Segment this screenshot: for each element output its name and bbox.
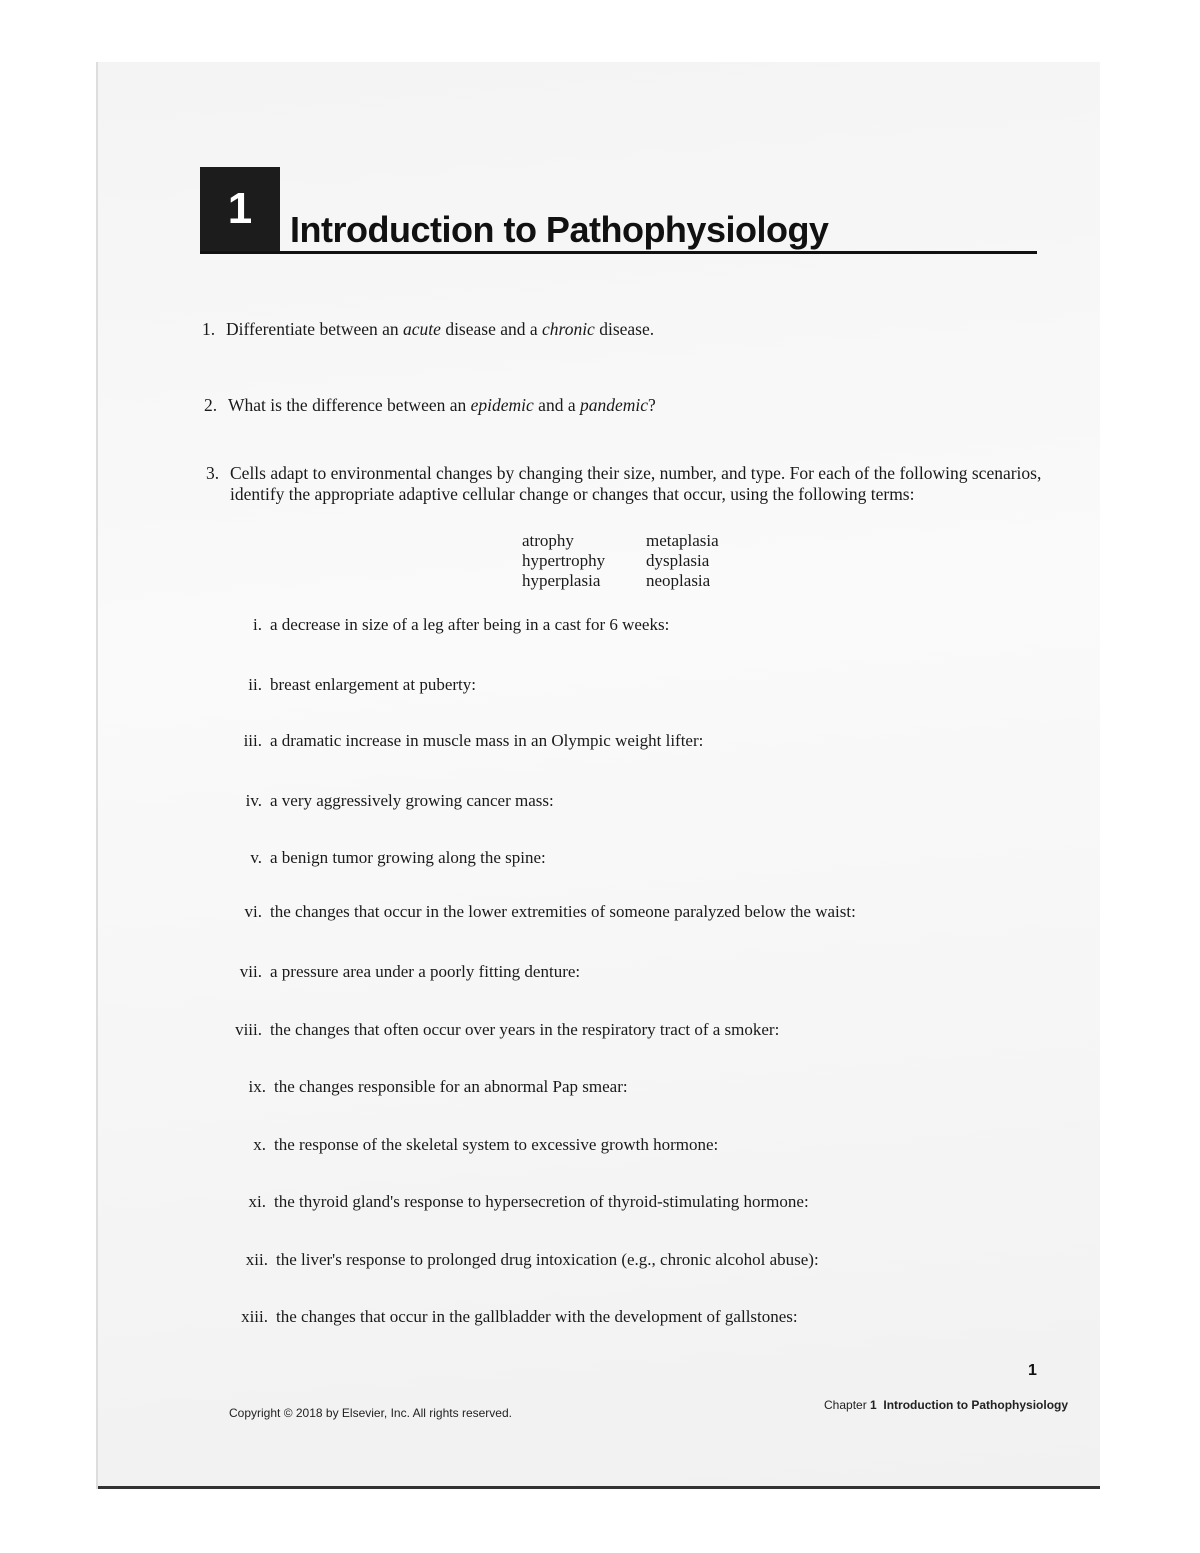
scenario-item: vi. the changes that occur in the lower extremities of someone paralyzed below the waist: (244, 902, 856, 921)
chapter-number-badge: 1 (200, 167, 280, 251)
term: hypertrophy (522, 551, 606, 570)
question-1: 1. Differentiate between an acute disease and a chronic disease. (202, 319, 655, 339)
scenario-item: iv. a very aggressively growing cancer mass: (245, 791, 554, 810)
term: hyperplasia (522, 571, 601, 590)
scenario-item: xi. the thyroid gland's response to hypersecretion of thyroid-stimulating hormone: (248, 1192, 809, 1211)
running-head: Chapter 1 Introduction to Pathophysiology (824, 1398, 1069, 1412)
scenario-item: v. a benign tumor growing along the spine: (250, 848, 546, 867)
question-3: 3. Cells adapt to environmental changes by changing their size, number, and type. For each of the following scenarios, identify the appropriate adaptive cellular change or changes that occur, using the following terms: (206, 463, 1042, 504)
term: dysplasia (646, 551, 710, 570)
term: atrophy (522, 531, 574, 550)
page-sheet (98, 62, 1100, 1489)
scenario-item: viii. the changes that often occur over years in the respiratory tract of a smoker: (235, 1020, 780, 1039)
scenario-item: xii. the liver's response to prolonged drug intoxication (e.g., chronic alcohol abuse): (245, 1250, 819, 1269)
question-2: 2. What is the difference between an epidemic and a pandemic? (204, 395, 656, 415)
term: metaplasia (646, 531, 719, 550)
scenario-item: ix. the changes responsible for an abnormal Pap smear: (248, 1077, 628, 1096)
term: neoplasia (646, 571, 711, 590)
scenario-item: iii. a dramatic increase in muscle mass in an Olympic weight lifter: (243, 731, 704, 750)
page-number: 1 (1028, 1362, 1037, 1379)
term-list (522, 531, 746, 591)
chapter-title: Introduction to Pathophysiology (290, 209, 829, 250)
scenario-item: ii. breast enlargement at puberty: (248, 675, 476, 694)
scenario-item: x. the response of the skeletal system to excessive growth hormone: (253, 1135, 719, 1154)
scenario-item: i. a decrease in size of a leg after being in a cast for 6 weeks: (253, 615, 670, 634)
scenario-item: xiii. the changes that occur in the gallbladder with the development of gallstones: (241, 1307, 798, 1326)
title-rule (200, 251, 1037, 254)
copyright-notice: Copyright © 2018 by Elsevier, Inc. All rights reserved. (229, 1406, 512, 1420)
scenario-item: vii. a pressure area under a poorly fitting denture: (239, 962, 581, 981)
